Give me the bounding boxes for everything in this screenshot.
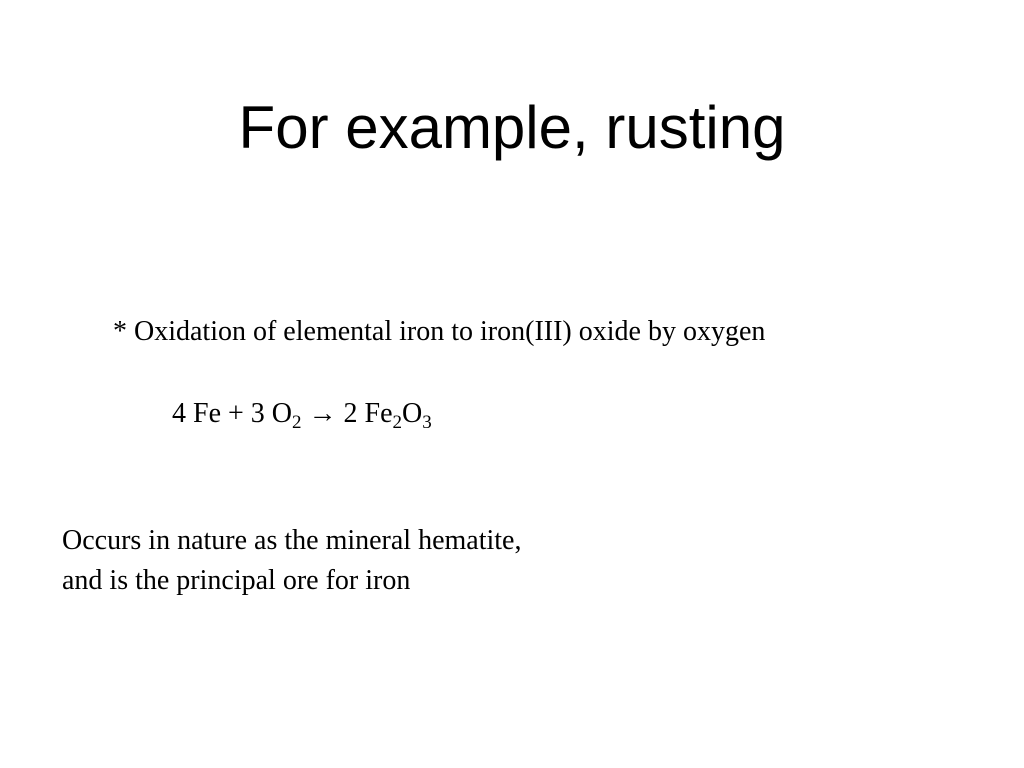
note-line-2: and is the principal ore for iron (62, 565, 411, 596)
equation-subscript-fe2: 2 (392, 412, 403, 433)
equation-oxygen: O (402, 398, 423, 429)
bullet-text: * Oxidation of elemental iron to iron(III) oxide by oxygen (113, 316, 766, 347)
equation-subscript-o2: 2 (292, 412, 302, 433)
equation-reactants: 4 Fe + 3 O (172, 398, 293, 429)
equation-arrow-product: → 2 Fe (301, 398, 393, 429)
chemical-equation (172, 396, 432, 432)
equation-subscript-o3: 3 (422, 412, 432, 433)
note-text (62, 521, 521, 601)
note-line-1: Occurs in nature as the mineral hematite, (62, 525, 522, 556)
slide-title: For example, rusting (238, 94, 786, 161)
